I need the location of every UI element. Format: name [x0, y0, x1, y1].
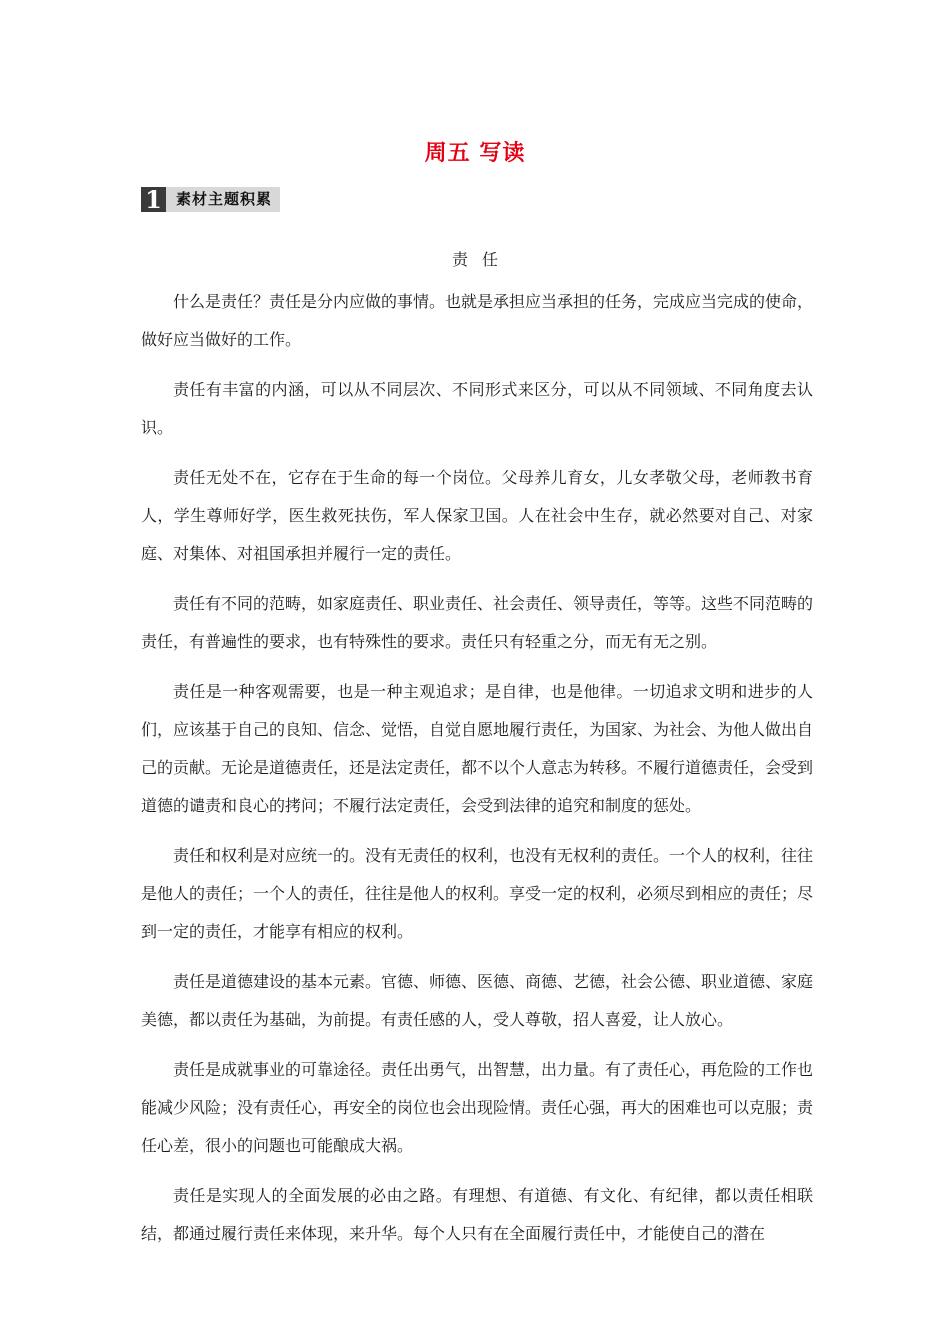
page-title: 周五 写读 [424, 141, 526, 166]
section-label: 素材主题积累 [166, 187, 280, 212]
paragraph: 责任是实现人的全面发展的必由之路。有理想、有道德、有文化、有纪律，都以责任相联结，都通过履行责任来体现，来升华。每个人只有在全面履行责任中，才能使自己的潜在 [141, 1186, 813, 1243]
section-header [141, 187, 280, 212]
article-title: 责任 [451, 250, 512, 269]
paragraph: 责任无处不在，它存在于生命的每一个岗位。父母养儿育女，儿女孝敬父母，老师教书育人，学生尊师好学，医生救死扶伤，军人保家卫国。人在社会中生存，就必然要对自己、对家庭、对集体、对祖国承担并履行一定的责任。 [141, 468, 813, 563]
paragraph: 责任有不同的范畴，如家庭责任、职业责任、社会责任、领导责任，等等。这些不同范畴的责任，有普遍性的要求，也有特殊性的要求。责任只有轻重之分，而无有无之别。 [141, 594, 814, 651]
paragraph: 责任是道德建设的基本元素。官德、师德、医德、商德、艺德，社会公德、职业道德、家庭美德，都以责任为基础，为前提。有责任感的人，受人尊敬，招人喜爱，让人放心。 [141, 972, 814, 1029]
section-number: 1 [141, 187, 166, 212]
paragraph: 责任有丰富的内涵，可以从不同层次、不同形式来区分，可以从不同领域、不同角度去认识。 [141, 380, 813, 437]
article-body [141, 283, 813, 1265]
paragraph: 责任是一种客观需要，也是一种主观追求；是自律，也是他律。一切追求文明和进步的人们，应该基于自己的良知、信念、觉悟，自觉自愿地履行责任，为国家、为社会、为他人做出自己的贡献。无论是道德责任，还是法定责任，都不以个人意志为转移。不履行道德责任，会受到道德的谴责和良心的拷问；不履行法定责任，会受到法律的追究和制度的惩处。 [141, 682, 814, 815]
paragraph: 责任是成就事业的可靠途径。责任出勇气，出智慧，出力量。有了责任心，再危险的工作也能减少风险；没有责任心，再安全的岗位也会出现险情。责任心强，再大的困难也可以克服；责任心差，很小的问题也可能酿成大祸。 [141, 1060, 814, 1155]
paragraph: 责任和权利是对应统一的。没有无责任的权利，也没有无权利的责任。一个人的权利，往往是他人的责任；一个人的责任，往往是他人的权利。享受一定的权利，必须尽到相应的责任；尽到一定的责任，才能享有相应的权利。 [141, 846, 814, 941]
paragraph: 什么是责任？责任是分内应做的事情。也就是承担应当承担的任务，完成应当完成的使命，做好应当做好的工作。 [141, 292, 814, 349]
